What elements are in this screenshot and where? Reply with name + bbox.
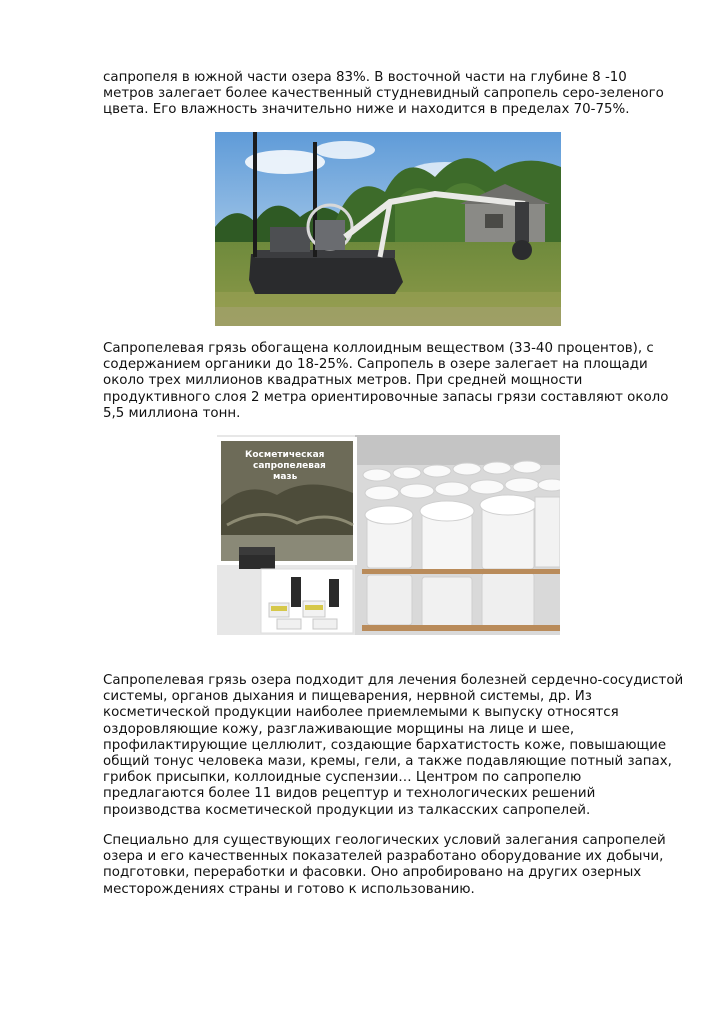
- inset-label-line1: Косметическая: [245, 450, 325, 460]
- cosmetic-products-photo: [217, 435, 560, 635]
- inset-label-line3: мазь: [273, 472, 298, 482]
- paragraph-medical-use: Сапропелевая грязь озера подходит для лечения болезней сердечно-сосудистой системы, органов дыхания и пищеварения, нервной системы, др. Из косметической продукции наиболее приемлемыми к выпуску относятся оздоровляющие кожу, разглаживающие морщины на лице и шее, профилактирующие целлюлит, создающие бархатистость коже, повышающие общий тонус человека мази, кремы, гели, а также подавляющие потный запах, грибок присыпки, коллоидные суспензии… Центром по сапропелю предлагаются более 11 видов рецептур и технологических решений производства косметической продукции из талкасских сапропелей.: [103, 673, 684, 818]
- paragraph-sapropel-humidity: сапропеля в южной части озера 83%. В восточной части на глубине 8 -10 метров залегает более качественный студневидный сапропель серо-зеленого цвета. Его влажность значительно ниже и находится в пределах 70-75%.: [103, 70, 664, 118]
- dredging-machine-photo: [215, 132, 561, 326]
- paragraph-colloid-content: Сапропелевая грязь обогащена коллоидным веществом (33-40 процентов), с содержанием органики до 18-25%. Сапропель в озере залегает на площади около трех миллионов квадратных метров. При средней мощности продуктивного слоя 2 метра ориентировочные запасы грязи составляют около 5,5 миллиона тонн.: [103, 341, 669, 421]
- paragraph-equipment: Специально для существующих геологических условий залегания сапропелей озера и его качественных показателей разработано оборудование их добычи, подготовки, переработки и фасовки. Оно апробировано на других озерных месторождениях страны и готово к использованию.: [103, 833, 666, 897]
- inset-label-line2: сапропелевая: [253, 461, 326, 471]
